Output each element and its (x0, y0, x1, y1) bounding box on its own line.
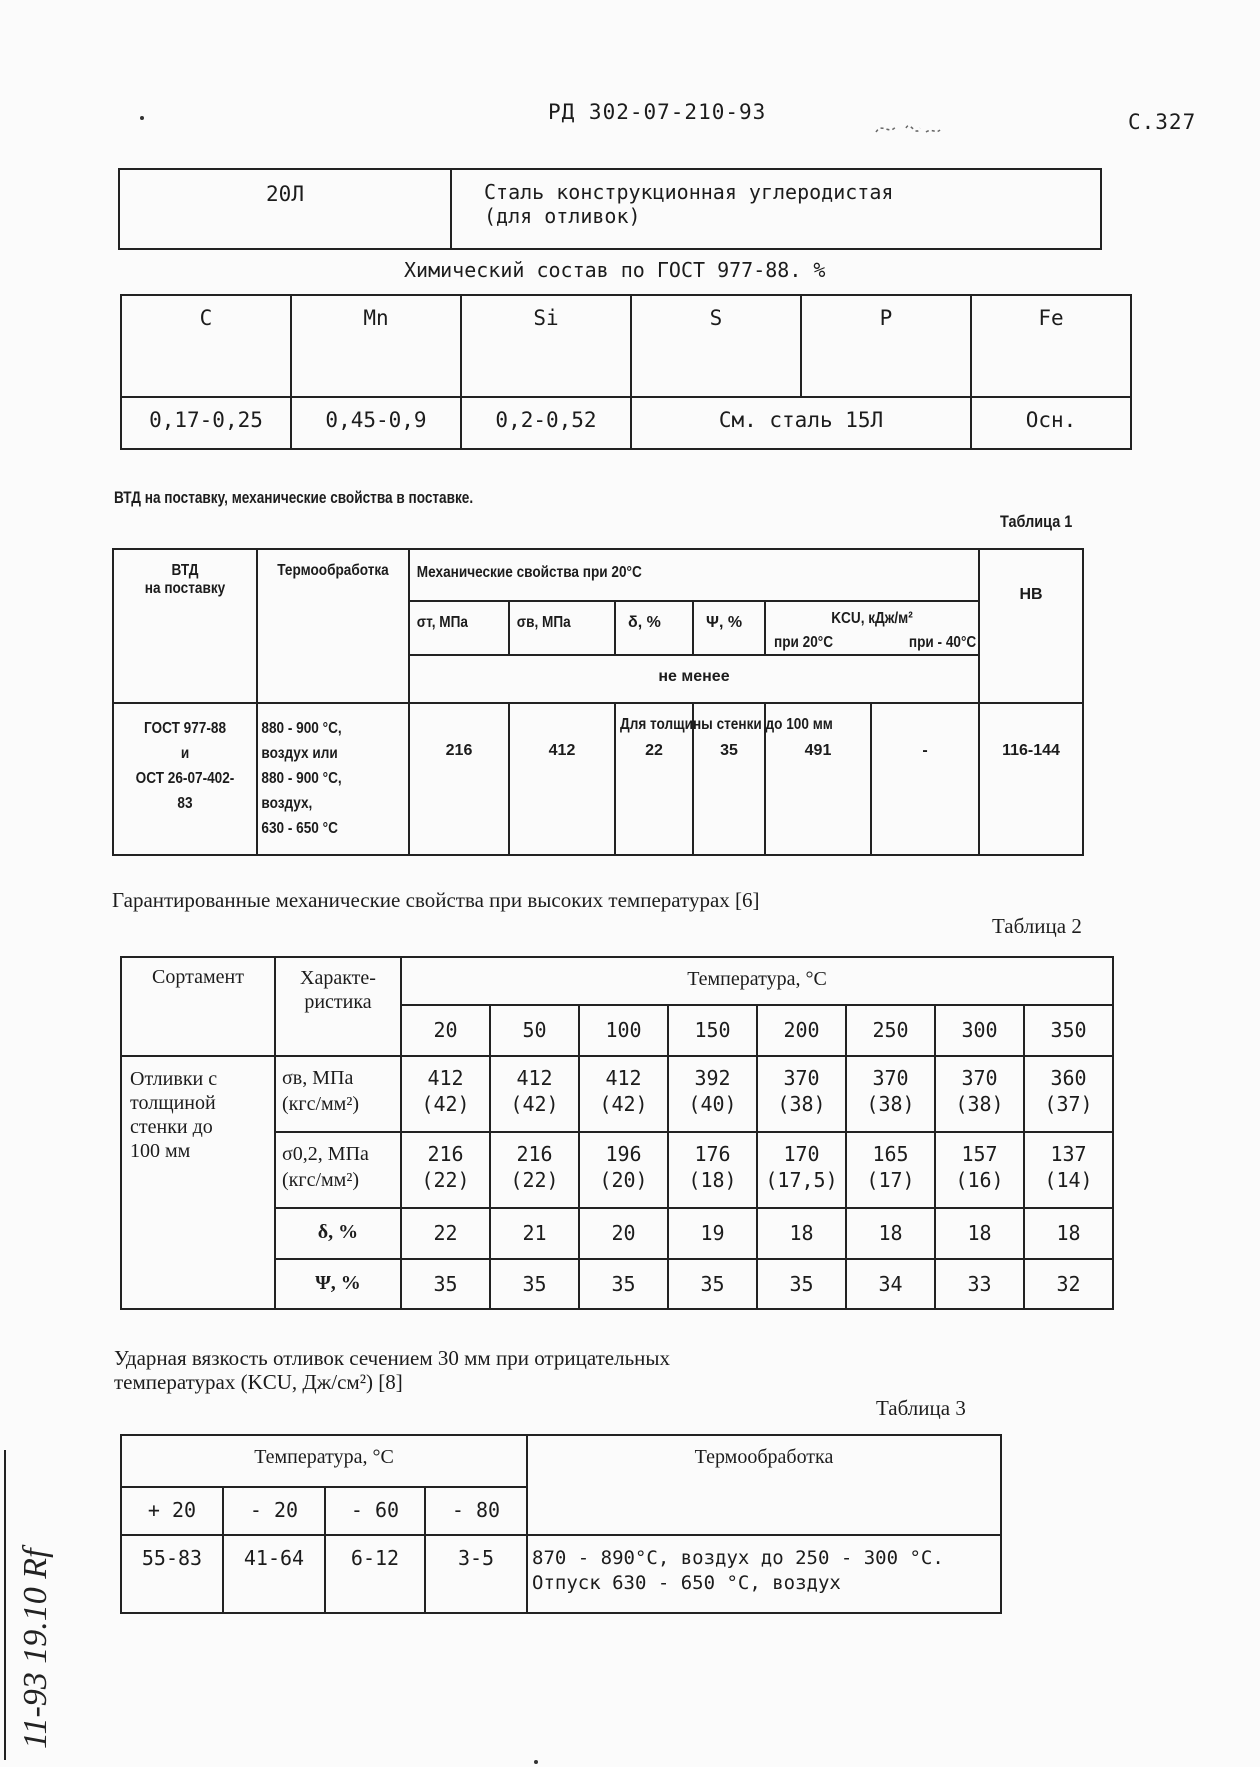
chem-el-si (461, 295, 631, 397)
t2-cell (757, 1056, 846, 1132)
t2-temp-text: 250 (872, 1018, 909, 1043)
t2-row-label-text: σв, МПа (кгс/мм²) (282, 1066, 359, 1115)
t2-cell (401, 1208, 490, 1258)
t2-cell-text: 392 (40) (688, 1065, 737, 1116)
t2-h-sort (121, 957, 275, 1056)
t1-sigt-text: 216 (445, 742, 473, 759)
t2-cell (401, 1259, 490, 1309)
grade-box (118, 168, 1102, 250)
chem-el-mn-text: Mn (363, 306, 389, 330)
t3-heat (527, 1535, 1001, 1613)
t2-row-label (275, 1056, 401, 1132)
t2-sortament (121, 1056, 275, 1309)
t3-temp (325, 1487, 425, 1535)
t1-note-text: Для толщины стенки до 100 мм (620, 716, 833, 733)
t3-heat-text: 870 - 890°С, воздух до 250 - 300 °С. Отпуск 630 - 650 °С, воздух (532, 1547, 944, 1594)
chem-val-fe (971, 397, 1131, 449)
t2-temp-text: 200 (783, 1018, 820, 1043)
t1-psi-text: 35 (720, 742, 738, 759)
t3-temp-text: - 80 (451, 1498, 501, 1522)
t1-h-kcu-text: KCU, кДж/м² (831, 610, 913, 627)
t2-cell-text: 33 (967, 1271, 992, 1296)
t3-temp (425, 1487, 527, 1535)
t2-cell (846, 1208, 935, 1258)
t1-hb (979, 703, 1083, 855)
t1-sigb (509, 703, 615, 855)
t1-sigb-text: 412 (548, 742, 576, 759)
t2-row-label-text: Ψ, % (315, 1271, 361, 1294)
t1-h-delta (615, 601, 693, 655)
t2-cell-text: 216 (22) (510, 1141, 559, 1192)
table3-intro: Ударная вязкость отливок сечением 30 мм при отрицательных температурах (KCU, Дж/см²) [8] (114, 1346, 671, 1394)
chem-el-si-text: Si (533, 306, 559, 330)
table1 (112, 548, 1084, 856)
t1-h-notless (409, 655, 979, 703)
page-number: С.327 (1128, 110, 1197, 134)
t1-h-heat (257, 549, 409, 703)
t2-cell (1024, 1208, 1113, 1258)
t2-row-label-text: σ0,2, МПа (кгс/мм²) (282, 1142, 369, 1191)
t1-kcum40 (871, 703, 979, 855)
t2-row-label (275, 1208, 401, 1258)
table1-intro: ВТД на поставку, механические свойства в поставке. (114, 488, 474, 507)
t2-temp-text: 350 (1050, 1018, 1087, 1043)
chem-el-s (631, 295, 801, 397)
t3-val-text: 3-5 (457, 1546, 495, 1570)
table1-label: Таблица 1 (1000, 512, 1073, 531)
t2-cell (579, 1056, 668, 1132)
t1-h-vtd-text: ВТД на поставку (144, 562, 226, 597)
t2-temp (668, 1005, 757, 1055)
t2-cell (935, 1056, 1024, 1132)
grade-label: 20Л (266, 182, 304, 206)
t3-val-text: 6-12 (350, 1546, 400, 1570)
t2-cell (579, 1132, 668, 1208)
t2-temp (1024, 1005, 1113, 1055)
t3-val-text: 41-64 (243, 1546, 305, 1570)
t1-h-mech (409, 549, 979, 601)
t2-cell (490, 1056, 579, 1132)
chem-val-fe-text: Осн. (1025, 408, 1077, 432)
t1-h-kcu20-text: при 20°С (774, 634, 834, 651)
t3-h-heat (527, 1435, 1001, 1535)
t1-h-psi (693, 601, 765, 655)
t2-cell (579, 1208, 668, 1258)
t2-cell-text: 18 (789, 1221, 814, 1246)
t2-cell-text: 35 (433, 1271, 458, 1296)
t2-cell (757, 1208, 846, 1258)
t2-temp (579, 1005, 668, 1055)
t2-cell-text: 370 (38) (866, 1065, 915, 1116)
t1-h-psi-text: Ψ, % (706, 614, 743, 631)
margin-handwriting (6, 1440, 66, 1760)
t2-cell-text: 21 (522, 1221, 547, 1246)
t2-cell-text: 165 (17) (866, 1141, 915, 1192)
t3-temp-text: - 20 (249, 1498, 299, 1522)
t2-cell (846, 1056, 935, 1132)
t2-cell (579, 1259, 668, 1309)
t2-temp-text: 300 (961, 1018, 998, 1043)
t2-cell-text: 360 (37) (1044, 1065, 1093, 1116)
chem-el-mn (291, 295, 461, 397)
t2-temp-text: 150 (694, 1018, 731, 1043)
t1-kcum40-val-text: - (922, 742, 928, 759)
chem-val-s-p-text: См. сталь 15Л (718, 408, 884, 432)
t2-cell (490, 1259, 579, 1309)
t2-temp (846, 1005, 935, 1055)
t2-h-temp-text: Температура, °С (687, 968, 827, 990)
t2-cell (935, 1132, 1024, 1208)
t2-cell-text: 157 (16) (955, 1141, 1004, 1192)
stamp-scribble (872, 118, 942, 140)
t2-cell (490, 1208, 579, 1258)
t2-cell-text: 35 (700, 1271, 725, 1296)
t3-temp (121, 1487, 223, 1535)
t3-temp-text: + 20 (147, 1498, 197, 1522)
t1-h-notless-text: не менее (658, 668, 730, 685)
t2-h-sort-text: Сортамент (152, 966, 244, 988)
doc-number: РД 302-07-210-93 (548, 100, 767, 124)
t3-val (121, 1535, 223, 1613)
chem-el-s-text: S (709, 306, 723, 330)
t2-row-sigb (121, 1056, 1113, 1132)
t1-heat-text: 880 - 900 °С, воздух или 880 - 900 °С, воздух, 630 - 650 °С (261, 720, 342, 837)
chem-el-c-text: C (199, 306, 213, 330)
chem-val-s-p (631, 397, 971, 449)
t2-row-label (275, 1132, 401, 1208)
t2-cell-text: 176 (18) (688, 1141, 737, 1192)
table2 (120, 956, 1114, 1310)
t2-cell (846, 1132, 935, 1208)
t2-sortament-text: Отливки с толщиной стенки до 100 мм (130, 1067, 218, 1162)
t1-h-mech-text: Механические свойства при 20°С (416, 564, 642, 581)
t2-cell-text: 137 (14) (1044, 1141, 1093, 1192)
t2-cell-text: 370 (38) (955, 1065, 1004, 1116)
t2-row-label (275, 1259, 401, 1309)
table2-intro: Гарантированные механические свойства при высоких температурах [6] (112, 888, 760, 912)
t1-h-delta-text: δ, % (628, 614, 661, 631)
t2-cell-text: 35 (789, 1271, 814, 1296)
chem-val-mn-text: 0,45-0,9 (325, 408, 427, 432)
t2-cell-text: 32 (1056, 1271, 1081, 1296)
t2-cell (668, 1132, 757, 1208)
t2-cell (935, 1259, 1024, 1309)
t1-h-heat-text: Термообработка (277, 562, 389, 579)
t2-cell (757, 1132, 846, 1208)
t2-cell-text: 196 (20) (599, 1141, 648, 1192)
chem-val-c (121, 397, 291, 449)
t2-cell (668, 1259, 757, 1309)
t2-cell-text: 370 (38) (777, 1065, 826, 1116)
t2-cell-text: 170 (17,5) (765, 1141, 838, 1192)
t3-val (223, 1535, 325, 1613)
t2-cell-text: 412 (42) (599, 1065, 648, 1116)
t2-cell (846, 1259, 935, 1309)
t2-cell (1024, 1056, 1113, 1132)
t1-vtd (113, 703, 257, 855)
t2-cell (668, 1056, 757, 1132)
t2-cell (1024, 1132, 1113, 1208)
t2-cell (935, 1208, 1024, 1258)
t2-temp (490, 1005, 579, 1055)
t3-temp (223, 1487, 325, 1535)
chem-el-c (121, 295, 291, 397)
t2-cell-text: 34 (878, 1271, 903, 1296)
chem-el-fe (971, 295, 1131, 397)
chem-val-si (461, 397, 631, 449)
table3-label: Таблица 3 (876, 1396, 966, 1420)
chem-table (120, 294, 1132, 450)
t2-h-char-text: Характе- ристика (300, 967, 376, 1013)
table3 (120, 1434, 1002, 1614)
t2-cell-text: 216 (22) (421, 1141, 470, 1192)
chem-val-c-text: 0,17-0,25 (149, 408, 263, 432)
header-bullet (140, 116, 144, 120)
chem-el-p (801, 295, 971, 397)
t1-sigt (409, 703, 509, 855)
t2-row-label-text: δ, % (317, 1221, 359, 1244)
t2-cell-text: 412 (42) (421, 1065, 470, 1116)
t2-cell-text: 22 (433, 1221, 458, 1246)
t2-temp-text: 50 (522, 1018, 547, 1043)
t1-h-sigt (409, 601, 509, 655)
t2-cell-text: 412 (42) (510, 1065, 559, 1116)
chem-val-mn (291, 397, 461, 449)
t1-h-sigb-text: σв, МПа (516, 614, 571, 631)
grade-description: Сталь конструкционная углеродистая (для отливок) (484, 180, 894, 228)
t3-temp-text: - 60 (350, 1498, 400, 1522)
t1-kcu20-val-text: 491 (804, 742, 832, 759)
t1-heat (257, 703, 409, 855)
t1-h-sigt-text: σт, МПа (416, 614, 468, 631)
t2-h-char (275, 957, 401, 1056)
t2-cell-text: 20 (611, 1221, 636, 1246)
t2-cell (401, 1056, 490, 1132)
grade-description-cell (451, 169, 1101, 249)
chem-el-p-text: P (879, 306, 893, 330)
t3-val (325, 1535, 425, 1613)
t1-h-kcum40-text: при - 40°С (908, 634, 976, 651)
t2-cell (757, 1259, 846, 1309)
t2-temp (935, 1005, 1024, 1055)
t2-cell-text: 35 (611, 1271, 636, 1296)
t1-h-hb-text: НВ (1019, 586, 1043, 603)
t2-temp-text: 20 (433, 1018, 458, 1043)
t3-h-temp-text: Температура, °С (254, 1446, 394, 1468)
margin-handwriting-text: 11-93 19.10 Rf (17, 1548, 54, 1749)
t2-cell (1024, 1259, 1113, 1309)
t3-h-heat-text: Термообработка (694, 1446, 834, 1468)
footer-dot (534, 1760, 538, 1764)
t2-cell (490, 1132, 579, 1208)
t3-val-text: 55-83 (141, 1546, 203, 1570)
t2-cell-text: 19 (700, 1221, 725, 1246)
margin-rule (4, 1450, 6, 1760)
t2-temp (757, 1005, 846, 1055)
t1-delta-text: 22 (645, 742, 663, 759)
t2-h-temp (401, 957, 1113, 1005)
t2-temp (401, 1005, 490, 1055)
t2-cell-text: 18 (878, 1221, 903, 1246)
t1-hb-text: 116-144 (1002, 742, 1060, 759)
t3-val (425, 1535, 527, 1613)
grade-cell (119, 169, 451, 249)
t1-h-sigb (509, 601, 615, 655)
t2-temp-text: 100 (605, 1018, 642, 1043)
chem-title: Химический состав по ГОСТ 977-88. % (404, 258, 826, 282)
table2-label: Таблица 2 (992, 914, 1082, 938)
t3-h-temp (121, 1435, 527, 1487)
t2-cell-text: 18 (1056, 1221, 1081, 1246)
t1-vtd-text: ГОСТ 977-88 и ОСТ 26-07-402- 83 (135, 720, 235, 812)
t2-cell (668, 1208, 757, 1258)
t1-h-hb (979, 549, 1083, 703)
t2-cell (401, 1132, 490, 1208)
chem-el-fe-text: Fe (1038, 306, 1064, 330)
t1-h-kcu (765, 601, 979, 655)
t2-cell-text: 35 (522, 1271, 547, 1296)
t2-cell-text: 18 (967, 1221, 992, 1246)
chem-val-si-text: 0,2-0,52 (495, 408, 597, 432)
t1-h-vtd (113, 549, 257, 703)
